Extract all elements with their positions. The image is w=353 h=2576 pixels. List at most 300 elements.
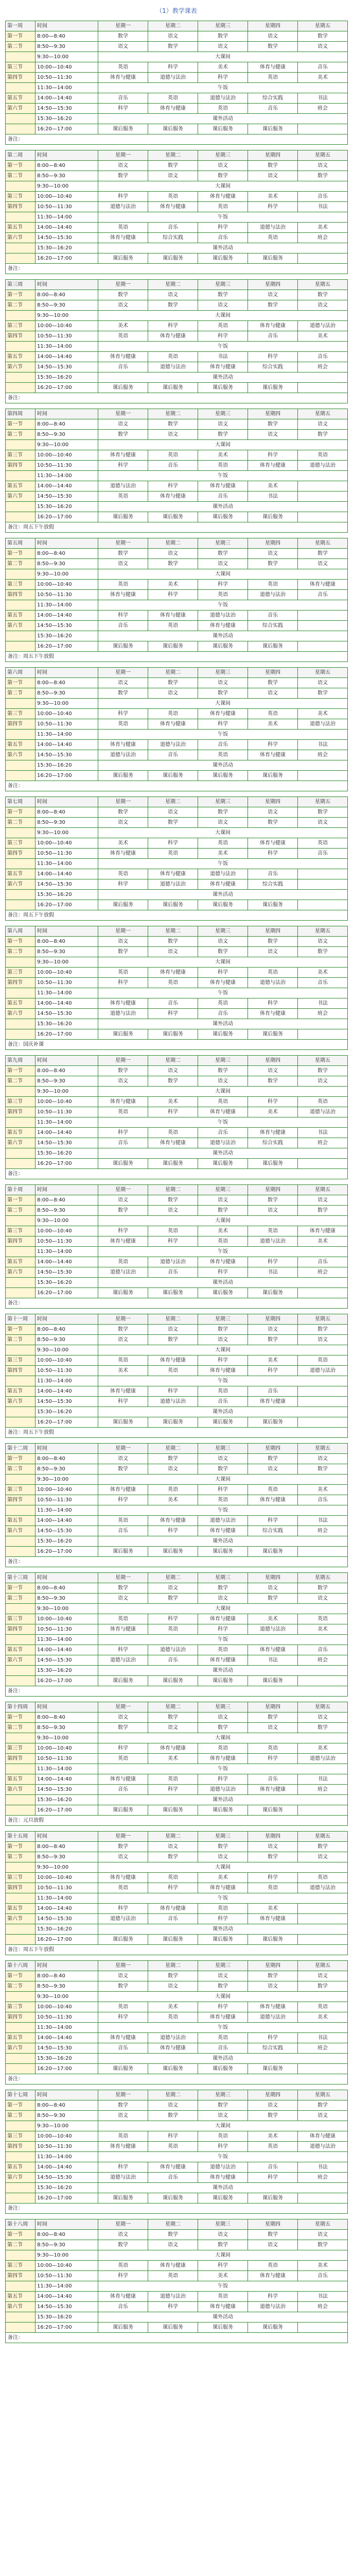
break-label: 课外活动 (98, 1407, 348, 1417)
time-cell: 8:00—8:40 (36, 937, 98, 947)
week-block (5, 21, 348, 145)
class-row (6, 1417, 348, 1428)
period-label: 第五节 (6, 1645, 36, 1655)
subject-cell: 体育与健康 (248, 1645, 298, 1655)
class-row (6, 192, 348, 202)
subject-cell: 课后服务 (248, 771, 298, 781)
day-header: 星期四 (248, 668, 298, 678)
subject-cell: 科学 (148, 590, 198, 600)
subject-cell: 语文 (98, 1971, 148, 1981)
week-block (5, 796, 348, 921)
break-label: 课外活动 (98, 1924, 348, 1935)
week-block (5, 1443, 348, 1567)
subject-cell: 体育与健康 (98, 2033, 148, 2043)
subject-cell: 道德与法治 (198, 611, 248, 621)
subject-cell (298, 2323, 348, 2333)
time-cell: 10:50—11:30 (36, 849, 98, 859)
day-header: 星期一 (98, 1314, 148, 1325)
subject-cell: 美术 (148, 1754, 198, 1764)
subject-cell: 课后服务 (148, 2064, 198, 2074)
subject-cell: 道德与法治 (98, 202, 148, 212)
period-label (6, 600, 36, 611)
break-row (6, 957, 348, 968)
class-row (6, 2064, 348, 2074)
break-row (6, 1278, 348, 1288)
subject-cell: 英语 (148, 450, 198, 461)
period-label: 第一节 (6, 1713, 36, 1723)
subject-cell: 语文 (98, 1852, 148, 1862)
subject-cell: 英语 (198, 2033, 248, 2043)
period-label (6, 1676, 36, 1686)
subject-cell: 音乐 (298, 978, 348, 988)
subject-cell: 课后服务 (148, 124, 198, 134)
subject-cell: 数学 (198, 807, 248, 818)
subject-cell: 道德与法治 (98, 1009, 148, 1019)
week-note: 备注： (5, 2204, 348, 2214)
subject-cell: 数学 (198, 549, 248, 559)
class-row (6, 1614, 348, 1624)
subject-cell: 体育与健康 (198, 1107, 248, 1117)
subject-cell: 书法 (298, 2162, 348, 2173)
time-cell: 10:50—11:30 (36, 1366, 98, 1376)
break-row (6, 440, 348, 450)
week-note: 备注： (5, 2074, 348, 2084)
subject-cell: 科学 (198, 1355, 248, 1366)
break-row (6, 1635, 348, 1645)
day-header: 星期五 (298, 1702, 348, 1713)
week-label: 第八周 (6, 926, 36, 937)
subject-cell: 体育与健康 (98, 849, 148, 859)
day-header: 星期五 (298, 1314, 348, 1325)
time-cell: 10:00—10:40 (36, 2261, 98, 2271)
subject-cell: 课后服务 (98, 383, 148, 393)
subject-cell: 语文 (248, 1325, 298, 1335)
subject-cell: 语文 (198, 818, 248, 828)
subject-cell: 课后服务 (98, 771, 148, 781)
subject-cell: 数学 (298, 1842, 348, 1852)
period-label: 第四节 (6, 590, 36, 600)
time-cell: 15:30—16:20 (36, 2312, 98, 2323)
subject-cell: 科学 (148, 1009, 198, 1019)
class-row (6, 1971, 348, 1981)
subject-cell: 音乐 (248, 611, 298, 621)
time-cell: 14:00—14:40 (36, 352, 98, 362)
week-block (5, 538, 348, 662)
period-label: 第六节 (6, 1267, 36, 1278)
time-cell: 9:30—10:00 (36, 1604, 98, 1614)
class-row (6, 1883, 348, 1893)
subject-cell: 综合实践 (248, 621, 298, 631)
break-row (6, 730, 348, 740)
time-header: 时间 (36, 668, 98, 678)
subject-cell: 数学 (148, 161, 198, 171)
subject-cell: 语文 (198, 419, 248, 430)
time-cell: 16:20—17:00 (36, 512, 98, 522)
subject-cell: 课后服务 (248, 1547, 298, 1557)
time-cell: 14:00—14:40 (36, 1128, 98, 1138)
period-label (6, 1893, 36, 1904)
subject-cell: 体育与健康 (248, 1785, 298, 1795)
subject-cell: 语文 (298, 678, 348, 688)
day-header: 星期二 (148, 1832, 198, 1842)
time-cell: 9:30—10:00 (36, 828, 98, 838)
break-label: 午饭 (98, 2281, 348, 2292)
period-label (6, 1019, 36, 1029)
subject-cell: 数学 (98, 688, 148, 699)
subject-cell: 道德与法治 (98, 750, 148, 760)
subject-cell: 数学 (198, 430, 248, 440)
period-label: 第三节 (6, 1743, 36, 1754)
week-note: 备注： (5, 1298, 348, 1309)
time-cell: 11:30—14:00 (36, 988, 98, 998)
time-cell: 8:50—9:30 (36, 1981, 98, 1992)
break-label: 大课间 (98, 2121, 348, 2131)
subject-cell (298, 1386, 348, 1397)
time-cell: 14:50—15:30 (36, 492, 98, 502)
class-row (6, 621, 348, 631)
class-row (6, 104, 348, 114)
period-label: 第二节 (6, 947, 36, 957)
subject-cell: 体育与健康 (198, 709, 248, 719)
subject-cell: 语文 (148, 1583, 198, 1594)
period-label (6, 181, 36, 192)
period-label: 第一节 (6, 2100, 36, 2111)
break-label: 课外活动 (98, 1019, 348, 1029)
subject-cell: 语文 (298, 1594, 348, 1604)
subject-cell: 语文 (248, 2240, 298, 2250)
time-cell: 14:00—14:40 (36, 223, 98, 233)
subject-cell: 体育与健康 (98, 1097, 148, 1107)
subject-cell: 英语 (198, 2131, 248, 2142)
time-cell: 9:30—10:00 (36, 1475, 98, 1485)
class-row (6, 2173, 348, 2183)
subject-cell: 英语 (98, 968, 148, 978)
week-label: 第十三周 (6, 1573, 36, 1583)
class-row (6, 947, 348, 957)
subject-cell: 英语 (198, 1495, 248, 1505)
day-header: 星期四 (248, 1961, 298, 1971)
subject-cell: 美术 (248, 481, 298, 492)
header-row (6, 1185, 348, 1195)
time-cell: 10:50—11:30 (36, 1624, 98, 1635)
time-cell: 14:50—15:30 (36, 879, 98, 890)
class-row (6, 968, 348, 978)
day-header: 星期二 (148, 1961, 198, 1971)
subject-cell: 语文 (298, 161, 348, 171)
class-row (6, 937, 348, 947)
day-header: 星期二 (148, 150, 198, 161)
subject-cell: 英语 (148, 849, 198, 859)
timetable (5, 1572, 348, 1686)
day-header: 星期二 (148, 926, 198, 937)
time-cell: 16:20—17:00 (36, 1288, 98, 1298)
subject-cell: 英语 (148, 1774, 198, 1785)
subject-cell: 语文 (298, 1076, 348, 1087)
subject-cell: 美术 (248, 2131, 298, 2142)
subject-cell: 音乐 (298, 849, 348, 859)
break-label: 大课间 (98, 440, 348, 450)
class-row (6, 2302, 348, 2312)
day-header: 星期五 (298, 797, 348, 807)
break-row (6, 1345, 348, 1355)
class-row (6, 2292, 348, 2302)
period-label: 第四节 (6, 849, 36, 859)
period-label: 第四节 (6, 1495, 36, 1505)
subject-cell: 课后服务 (148, 1676, 198, 1686)
break-label: 课外活动 (98, 243, 348, 253)
time-cell: 11:30—14:00 (36, 1117, 98, 1128)
break-label: 午饭 (98, 859, 348, 869)
subject-cell (298, 1417, 348, 1428)
subject-cell: 数学 (298, 171, 348, 181)
class-row (6, 512, 348, 522)
subject-cell: 体育与健康 (148, 2043, 198, 2054)
break-row (6, 1376, 348, 1386)
period-label (6, 957, 36, 968)
subject-cell (298, 2193, 348, 2204)
subject-cell: 道德与法治 (298, 321, 348, 331)
time-cell: 8:00—8:40 (36, 1325, 98, 1335)
subject-cell: 美术 (298, 1624, 348, 1635)
time-header: 时间 (36, 1314, 98, 1325)
time-cell: 10:50—11:30 (36, 73, 98, 83)
time-cell: 10:00—10:40 (36, 62, 98, 73)
timetable (5, 1184, 348, 1298)
period-label (6, 471, 36, 481)
period-label: 第二节 (6, 430, 36, 440)
subject-cell: 体育与健康 (198, 2012, 248, 2023)
time-cell: 15:30—16:20 (36, 1278, 98, 1288)
subject-cell: 美术 (298, 709, 348, 719)
subject-cell: 体育与健康 (198, 1614, 248, 1624)
time-cell: 14:50—15:30 (36, 1267, 98, 1278)
class-row (6, 740, 348, 750)
time-cell: 8:00—8:40 (36, 549, 98, 559)
period-label (6, 1733, 36, 1743)
subject-cell: 数学 (248, 1076, 298, 1087)
time-cell: 10:50—11:30 (36, 461, 98, 471)
day-header: 星期三 (198, 538, 248, 549)
subject-cell: 科学 (98, 1495, 148, 1505)
subject-cell: 美术 (298, 1485, 348, 1495)
subject-cell: 科学 (148, 1614, 198, 1624)
subject-cell: 数学 (98, 947, 148, 957)
subject-cell: 语文 (148, 947, 198, 957)
period-label (6, 2054, 36, 2064)
subject-cell: 语文 (248, 1723, 298, 1733)
period-label (6, 699, 36, 709)
day-header: 星期一 (98, 2090, 148, 2100)
break-label: 午饭 (98, 1635, 348, 1645)
time-cell: 15:30—16:20 (36, 1666, 98, 1676)
time-cell: 9:30—10:00 (36, 957, 98, 968)
subject-cell: 音乐 (98, 93, 148, 104)
week-note: 备注： (5, 1686, 348, 1697)
subject-cell: 课后服务 (198, 1547, 248, 1557)
day-header: 星期五 (298, 668, 348, 678)
subject-cell: 音乐 (298, 590, 348, 600)
subject-cell: 数学 (198, 171, 248, 181)
day-header: 星期一 (98, 2219, 148, 2230)
week-block (5, 926, 348, 1050)
subject-cell: 道德与法治 (298, 1754, 348, 1764)
class-row (6, 1594, 348, 1604)
time-cell: 8:00—8:40 (36, 1583, 98, 1594)
subject-cell: 道德与法治 (248, 2302, 298, 2312)
subject-cell: 科学 (148, 481, 198, 492)
subject-cell: 体育与健康 (248, 1397, 298, 1407)
subject-cell: 数学 (298, 688, 348, 699)
subject-cell: 语文 (198, 937, 248, 947)
subject-cell (298, 1397, 348, 1407)
subject-cell: 英语 (98, 1883, 148, 1893)
day-header: 星期一 (98, 409, 148, 419)
subject-cell: 道德与法治 (148, 2292, 198, 2302)
subject-cell: 数学 (98, 549, 148, 559)
class-row (6, 171, 348, 181)
week-note: 备注：周五下午放假 (5, 1428, 348, 1438)
subject-cell: 英语 (198, 202, 248, 212)
header-row (6, 1832, 348, 1842)
period-label: 第六节 (6, 1655, 36, 1666)
break-label: 课外活动 (98, 631, 348, 641)
period-label: 第一节 (6, 161, 36, 171)
subject-cell: 课后服务 (198, 1417, 248, 1428)
subject-cell: 体育与健康 (98, 740, 148, 750)
subject-cell: 数学 (148, 1076, 198, 1087)
subject-cell: 英语 (148, 192, 198, 202)
subject-cell: 体育与健康 (148, 1516, 198, 1526)
day-header: 星期四 (248, 21, 298, 31)
time-cell: 8:50—9:30 (36, 1723, 98, 1733)
time-cell: 14:50—15:30 (36, 621, 98, 631)
subject-cell: 语文 (98, 1454, 148, 1464)
class-row (6, 161, 348, 171)
subject-cell: 数学 (148, 42, 198, 52)
week-note: 备注： (5, 1169, 348, 1179)
time-cell: 16:20—17:00 (36, 900, 98, 910)
period-label: 第四节 (6, 2012, 36, 2023)
subject-cell: 语文 (298, 42, 348, 52)
time-cell: 16:20—17:00 (36, 253, 98, 264)
subject-cell: 体育与健康 (248, 1495, 298, 1505)
break-label: 午饭 (98, 1764, 348, 1774)
subject-cell: 科学 (98, 1743, 148, 1754)
subject-cell: 数学 (248, 2230, 298, 2240)
period-label (6, 1547, 36, 1557)
subject-cell: 英语 (198, 1386, 248, 1397)
subject-cell: 班会 (298, 233, 348, 243)
break-row (6, 1893, 348, 1904)
class-row (6, 750, 348, 760)
period-label: 第六节 (6, 233, 36, 243)
time-cell: 8:00—8:40 (36, 807, 98, 818)
period-label (6, 2064, 36, 2074)
subject-cell: 数学 (248, 1852, 298, 1862)
header-row (6, 150, 348, 161)
timetable (5, 279, 348, 393)
subject-cell: 科学 (198, 2142, 248, 2152)
subject-cell: 数学 (148, 2111, 198, 2121)
subject-cell: 音乐 (98, 1526, 148, 1536)
break-label: 课外活动 (98, 2054, 348, 2064)
subject-cell: 数学 (198, 1583, 248, 1594)
subject-cell: 数学 (298, 1066, 348, 1076)
time-header: 时间 (36, 1573, 98, 1583)
subject-cell: 语文 (198, 1335, 248, 1345)
subject-cell: 科学 (248, 450, 298, 461)
period-label: 第五节 (6, 740, 36, 750)
day-header: 星期一 (98, 1056, 148, 1066)
time-cell: 10:50—11:30 (36, 1107, 98, 1117)
period-label: 第三节 (6, 709, 36, 719)
period-label: 第三节 (6, 2131, 36, 2142)
time-cell: 11:30—14:00 (36, 1893, 98, 1904)
subject-cell: 音乐 (198, 1009, 248, 1019)
subject-cell: 英语 (198, 590, 248, 600)
subject-cell: 体育与健康 (298, 1226, 348, 1236)
subject-cell: 道德与法治 (198, 1785, 248, 1795)
day-header: 星期四 (248, 150, 298, 161)
time-cell: 8:50—9:30 (36, 1206, 98, 1216)
time-cell: 11:30—14:00 (36, 1764, 98, 1774)
subject-cell: 体育与健康 (98, 1386, 148, 1397)
subject-cell: 语文 (248, 807, 298, 818)
subject-cell: 书法 (248, 1267, 298, 1278)
period-label (6, 512, 36, 522)
class-row (6, 223, 348, 233)
period-label: 第一节 (6, 937, 36, 947)
subject-cell: 语文 (198, 2111, 248, 2121)
subject-cell: 数学 (98, 1325, 148, 1335)
subject-cell: 语文 (148, 807, 198, 818)
subject-cell: 体育与健康 (148, 719, 198, 730)
day-header: 星期五 (298, 1185, 348, 1195)
subject-cell (298, 1547, 348, 1557)
timetable (5, 409, 348, 522)
time-cell: 15:30—16:20 (36, 372, 98, 383)
subject-cell (298, 879, 348, 890)
class-row (6, 1009, 348, 1019)
class-row (6, 2043, 348, 2054)
break-row (6, 1148, 348, 1159)
subject-cell: 语文 (148, 1325, 198, 1335)
period-label: 第三节 (6, 192, 36, 202)
subject-cell: 体育与健康 (198, 2173, 248, 2183)
subject-cell: 课后服务 (98, 1417, 148, 1428)
subject-cell: 英语 (148, 93, 198, 104)
period-label (6, 1805, 36, 1816)
period-label (6, 1288, 36, 1298)
subject-cell: 道德与法治 (148, 73, 198, 83)
subject-cell: 科学 (98, 192, 148, 202)
subject-cell: 语文 (298, 300, 348, 311)
header-row (6, 409, 348, 419)
class-row (6, 678, 348, 688)
subject-cell: 语文 (298, 1195, 348, 1206)
period-label: 第四节 (6, 1107, 36, 1117)
class-row (6, 807, 348, 818)
subject-cell: 语文 (148, 1842, 198, 1852)
time-header: 时间 (36, 1832, 98, 1842)
time-cell: 10:50—11:30 (36, 1883, 98, 1893)
class-row (6, 1516, 348, 1526)
class-row (6, 838, 348, 849)
period-label: 第五节 (6, 1128, 36, 1138)
time-cell: 8:50—9:30 (36, 42, 98, 52)
subject-cell: 音乐 (298, 2271, 348, 2281)
break-label: 大课间 (98, 181, 348, 192)
